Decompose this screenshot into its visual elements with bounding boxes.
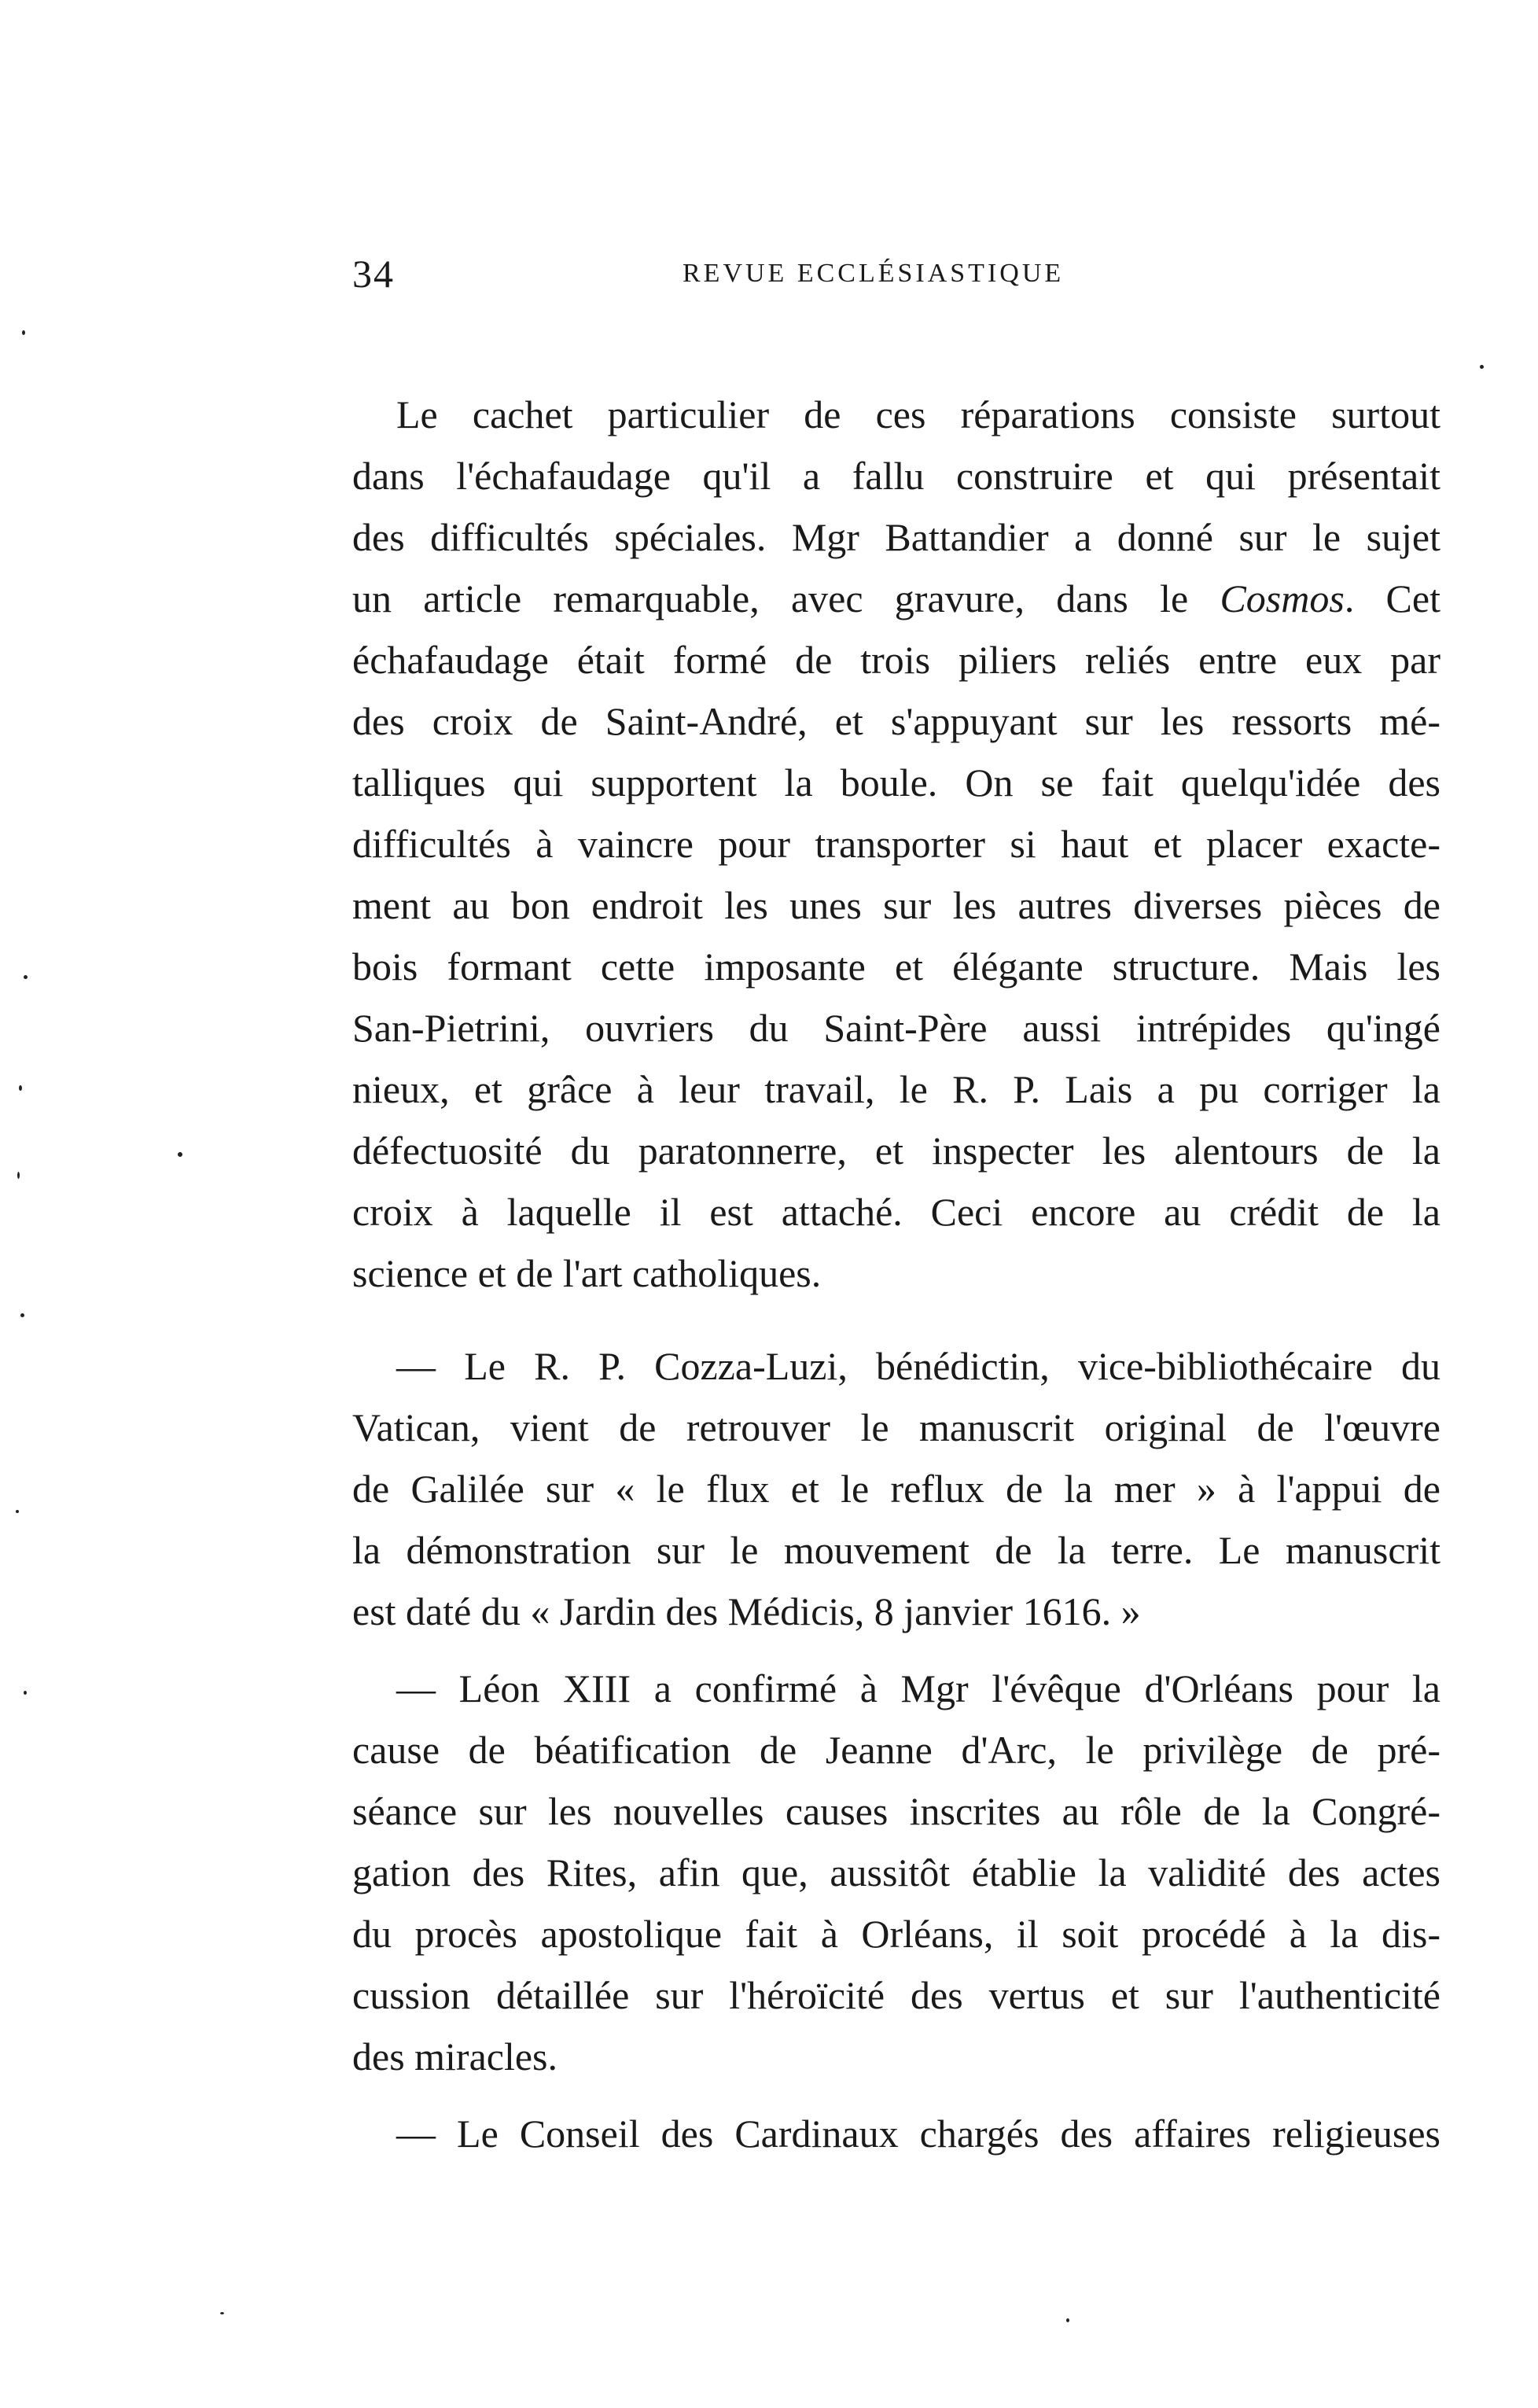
text-line: de Galilée sur « le flux et le reflux de la mer » à l'appui de [352, 1467, 1440, 1511]
text-line: — Le Conseil des Cardinaux chargés des affaires religieuses [396, 2112, 1440, 2156]
text-fragment: . Cet [1344, 576, 1440, 620]
scan-speck [220, 2312, 224, 2314]
paragraph-gap [352, 1642, 1440, 1658]
body-text [352, 384, 1440, 2164]
paragraph-galilee [352, 1335, 1440, 1642]
text-line-with-italic [352, 568, 1440, 629]
text-fragment: un article remarquable, avec gravure, dans le [352, 576, 1220, 620]
text-line: défectuosité du paratonnerre, et inspecter les alentours de la [352, 1129, 1440, 1173]
text-line: cause de béatification de Jeanne d'Arc, le privilège de pré- [352, 1728, 1440, 1772]
paragraph-gap [352, 1304, 1440, 1335]
text-line: échafaudage était formé de trois piliers reliés entre eux par [352, 638, 1440, 682]
text-line: est daté du « Jardin des Médicis, 8 janvier 1616. » [352, 1589, 1141, 1633]
scan-speck [19, 1085, 22, 1091]
scan-speck [17, 1172, 20, 1179]
scan-speck [24, 975, 28, 979]
scan-speck [1480, 365, 1484, 369]
text-line: — Léon XIII a confirmé à Mgr l'évêque d'Orléans pour la [396, 1666, 1440, 1710]
italic-title: Cosmos [1220, 576, 1345, 620]
text-line: ment au bon endroit les unes sur les autres diverses pièces de [352, 883, 1440, 927]
paragraph-scaffolding [352, 384, 1440, 1304]
page-number: 34 [352, 252, 395, 296]
text-line: difficultés à vaincre pour transporter si haut et placer exacte- [352, 822, 1440, 866]
scan-speck [178, 1152, 182, 1157]
text-line: cussion détaillée sur l'héroïcité des vertus et sur l'authenticité [352, 1973, 1440, 2017]
text-line: talliques qui supportent la boule. On se fait quelqu'idée des [352, 760, 1440, 805]
text-line: Le cachet particulier de ces réparations consiste surtout [396, 392, 1440, 436]
paragraph-conseil [352, 2103, 1440, 2164]
scan-speck [24, 1691, 27, 1695]
running-head: REVUE ECCLÉSIASTIQUE [683, 259, 1065, 288]
text-line: Vatican, vient de retrouver le manuscrit original de l'œuvre [352, 1405, 1440, 1449]
scan-speck [16, 1510, 19, 1513]
text-line: bois formant cette imposante et élégante structure. Mais les [352, 944, 1440, 989]
text-line: nieux, et grâce à leur travail, le R. P. Lais a pu corriger la [352, 1067, 1440, 1111]
text-line: du procès apostolique fait à Orléans, il soit procédé à la dis- [352, 1912, 1440, 1956]
page-header [352, 250, 1445, 305]
text-line: croix à laquelle il est attaché. Ceci encore au crédit de la [352, 1190, 1440, 1234]
text-line: la démonstration sur le mouvement de la terre. Le manuscrit [352, 1528, 1440, 1572]
scan-speck [1066, 2318, 1069, 2322]
paragraph-gap [352, 2087, 1440, 2103]
text-line: — Le R. P. Cozza-Luzi, bénédictin, vice-bibliothécaire du [396, 1344, 1440, 1388]
text-line: dans l'échafaudage qu'il a fallu construire et qui présentait [352, 454, 1440, 498]
scan-speck [20, 1313, 24, 1317]
text-line: des difficultés spéciales. Mgr Battandier a donné sur le sujet [352, 515, 1440, 559]
text-line: gation des Rites, afin que, aussitôt établie la validité des actes [352, 1850, 1440, 1894]
scan-speck [22, 330, 25, 335]
text-line: des croix de Saint-André, et s'appuyant sur les ressorts mé- [352, 699, 1440, 743]
text-line: séance sur les nouvelles causes inscrites au rôle de la Congré- [352, 1789, 1440, 1833]
text-line: San-Pietrini, ouvriers du Saint-Père aussi intrépides qu'ingé [352, 1006, 1440, 1050]
paragraph-jeanne-darc [352, 1658, 1440, 2087]
text-line: des miracles. [352, 2034, 558, 2078]
text-line: science et de l'art catholiques. [352, 1251, 822, 1295]
